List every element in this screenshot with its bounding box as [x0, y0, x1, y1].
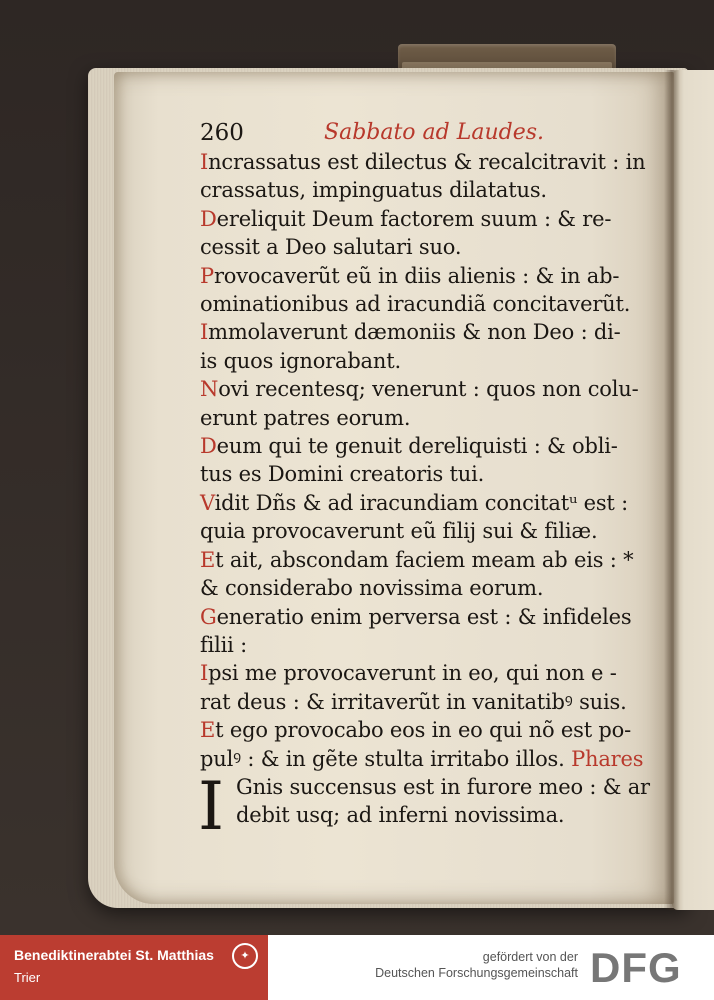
text-line: tus es Domini creatoris tui.	[200, 462, 485, 487]
running-head: Sabbato ad Laudes.	[324, 120, 545, 145]
text-line: is quos ignorabant.	[200, 348, 401, 373]
text-line: Dereliquit Deum factorem suum : & re-	[200, 206, 612, 231]
responsory-block	[198, 767, 670, 845]
footer-bar	[0, 935, 714, 1000]
page-text	[198, 118, 670, 845]
text-line: Et ego provocabo eos in eo qui nõ est po-	[200, 718, 632, 743]
text-line: Gnis succensus est in furore meo : & ar	[236, 774, 650, 799]
text-line: Deum qui te genuit dereliquisti : & obli-	[200, 434, 618, 459]
text-line: Incrassatus est dilectus & recalcitravit : in	[200, 150, 646, 174]
text-line: Vidit Dñs & ad iracundiam concitatᵘ est :	[200, 490, 629, 515]
big-initial: I	[198, 767, 225, 845]
text-line: rat deus : & irritaverũt in vanitatibꝰ suis.	[200, 689, 627, 714]
text-line: Immolaverunt dæmoniis & non Deo : di-	[200, 320, 621, 345]
text-line: Novi recentesq; venerunt : quos non colu-	[200, 377, 639, 402]
page-number: 260	[200, 120, 244, 146]
text-line: ominationibus ad iracundiã concitaverũt.	[200, 292, 631, 317]
institution-banner[interactable]	[0, 935, 268, 1000]
text-line: filii :	[200, 632, 247, 657]
text-line: debit usq; ad inferni novissima.	[236, 803, 565, 828]
page-header	[200, 118, 670, 148]
text-line: & considerabo novissima eorum.	[200, 576, 544, 601]
text-line: Generatio enim perversa est : & infideles	[200, 604, 632, 629]
institution-city: Trier	[14, 970, 41, 985]
text-line: Ipsi me provocaverunt in eo, qui non e -	[200, 661, 617, 686]
text-line: erunt patres eorum.	[200, 405, 411, 430]
institution-name: Benediktinerabtei St. Matthias	[14, 947, 214, 963]
funding-note: gefördert von der Deutschen Forschungsgemeinschaft	[375, 950, 578, 980]
dfg-logo[interactable]: DFG	[590, 944, 682, 991]
text-line: crassatus, impinguatus dilatatus.	[200, 178, 547, 203]
abbey-hex-icon: ✦	[232, 943, 258, 969]
text-line: pulꝰ : & in gẽte stulta irritabo illos. Phares	[200, 746, 644, 771]
text-line: quia provocaverunt eũ filij sui & filiæ.	[200, 519, 598, 544]
text-line: Provocaverũt eũ in diis alienis : & in ab-	[200, 263, 620, 288]
text-line: Et ait, abscondam faciem meam ab eis : *	[200, 547, 634, 572]
text-line: cessit a Deo salutari suo.	[200, 235, 462, 260]
phares-rubric: Phares	[571, 746, 644, 771]
